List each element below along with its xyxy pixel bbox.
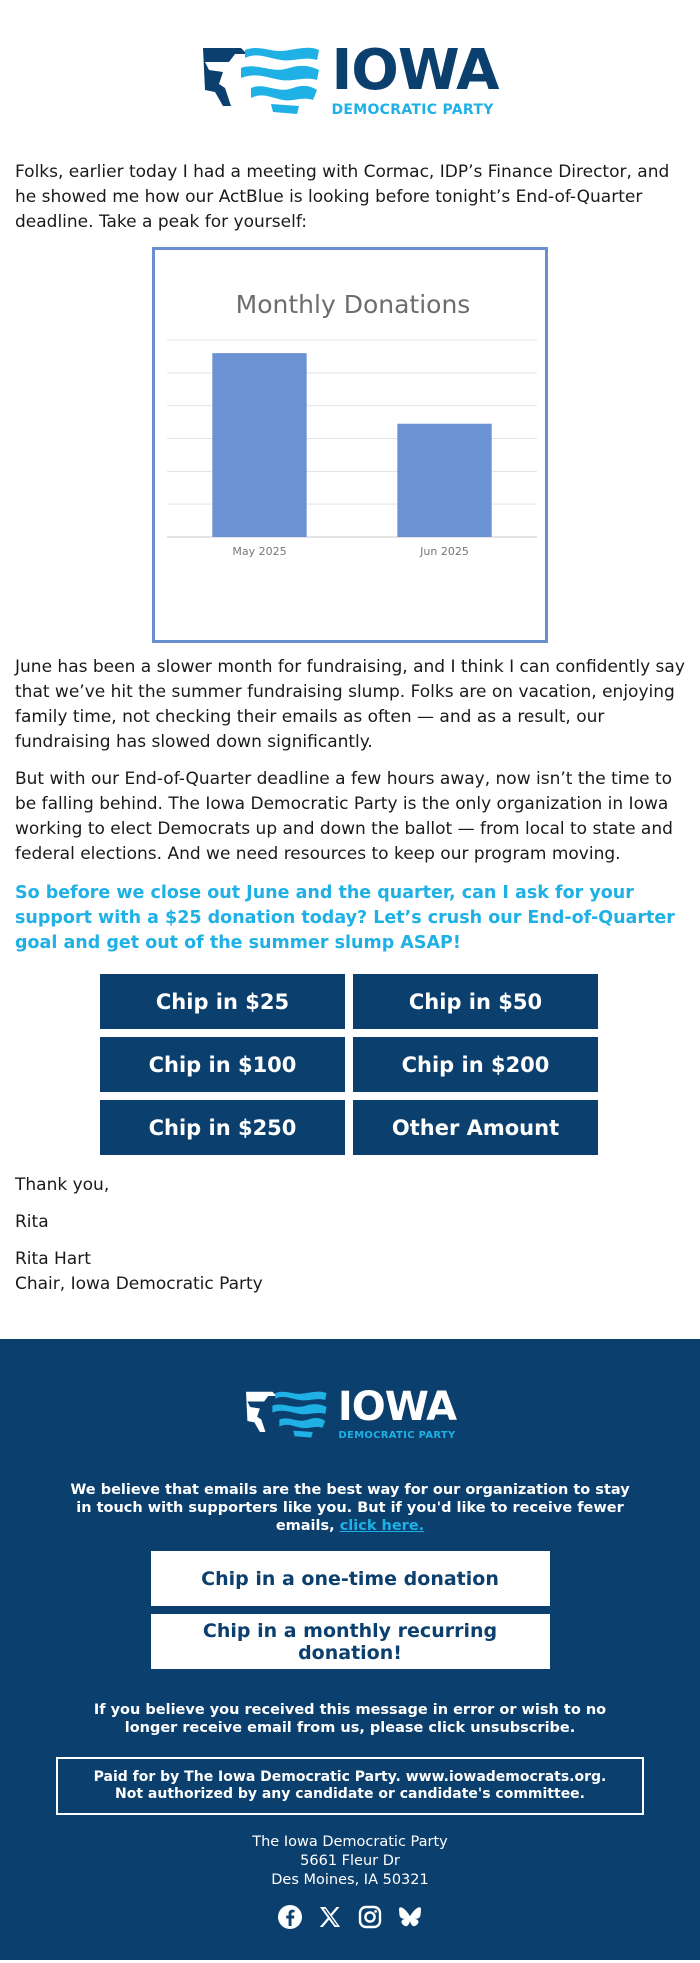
chip-in-250-button[interactable]: Chip in $250 <box>100 1100 345 1155</box>
signature-title: Chair, Iowa Democratic Party <box>15 1274 263 1294</box>
footer-logo[interactable] <box>0 1384 700 1441</box>
chart-title: Monthly Donations <box>235 290 471 319</box>
footer-logo-wordmark: IOWA <box>337 1384 457 1430</box>
logo-subtitle: DEMOCRATIC PARTY <box>331 102 494 118</box>
footer <box>0 1339 700 1960</box>
one-time-donation-button[interactable]: Chip in a one-time donation <box>151 1551 550 1606</box>
facebook-icon[interactable] <box>277 1904 303 1930</box>
fewer-emails-link[interactable]: click here. <box>339 1518 425 1534</box>
bluesky-icon[interactable] <box>397 1904 423 1930</box>
org-street: 5661 Fleur Dr <box>300 1853 400 1869</box>
paid-for-disclaimer: Paid for by The Iowa Democratic Party. www.iowademocrats.org. Not authorized by any candidate or candidate's committee. <box>56 1757 644 1815</box>
chip-in-200-button[interactable]: Chip in $200 <box>353 1037 598 1092</box>
email-frequency-text: We believe that emails are the best way for our organization to stay in touch with supporters like you. But if you'd like to receive fewer emails, <box>70 1482 630 1534</box>
monthly-donation-button[interactable]: Chip in a monthly recurring donation! <box>151 1614 550 1669</box>
chart-bar-may-2025 <box>212 353 306 537</box>
logo-wordmark: IOWA <box>331 38 499 103</box>
chart-bar-jun-2025 <box>397 424 491 537</box>
org-city: Des Moines, IA 50321 <box>271 1872 429 1888</box>
chip-in-buttons <box>100 974 600 1155</box>
iowa-state-flag-icon <box>244 1389 330 1439</box>
slump-paragraph: June has been a slower month for fundraising, and I think I can confidently say that we’ve hit the summer fundraising slump. Folks are on vacation, enjoying family time, not checking their emails as often — and as a result, our fundraising has slowed down significantly. <box>15 657 685 752</box>
chart-x-tick-label: May 2025 <box>232 545 287 558</box>
chip-in-50-button[interactable]: Chip in $50 <box>353 974 598 1029</box>
header-logo[interactable] <box>0 0 700 160</box>
social-links <box>0 1904 700 1930</box>
donations-chart-svg <box>155 250 545 640</box>
chip-in-100-button[interactable]: Chip in $100 <box>100 1037 345 1092</box>
thank-you: Thank you, <box>15 1175 110 1195</box>
instagram-icon[interactable] <box>357 1904 383 1930</box>
email-frequency-notice <box>70 1481 630 1535</box>
unsubscribe-notice[interactable]: If you believe you received this message in error or wish to no longer receive email from us, please click unsubscribe. <box>93 1702 607 1736</box>
intro-paragraph: Folks, earlier today I had a meeting with Cormac, IDP’s Finance Director, and he showed me how our ActBlue is looking before tonight’s End-of-Quarter deadline. Take a peak for yourself: <box>15 162 670 232</box>
iowa-state-flag-icon <box>201 44 323 116</box>
signoff: Rita <box>15 1212 49 1232</box>
footer-logo-subtitle: DEMOCRATIC PARTY <box>338 1430 456 1441</box>
donations-chart <box>152 247 548 643</box>
donation-ask: So before we close out June and the quarter, can I ask for your support with a $25 donation today? Let’s crush our End-of-Quarter goal and get out of the summer slump ASAP! <box>15 883 675 953</box>
org-name: The Iowa Democratic Party <box>252 1834 448 1850</box>
other-amount-button[interactable]: Other Amount <box>353 1100 598 1155</box>
chip-in-25-button[interactable]: Chip in $25 <box>100 974 345 1029</box>
x-icon[interactable] <box>317 1904 343 1930</box>
deadline-paragraph: But with our End-of-Quarter deadline a few hours away, now isn’t the time to be falling behind. The Iowa Democratic Party is the only organization in Iowa working to elect Democrats up and down the ballot — from local to state and federal elections. And we need resources to keep our program moving. <box>15 769 673 864</box>
email-body <box>0 160 700 1297</box>
iowa-democrats-logo <box>201 38 499 118</box>
chart-x-tick-label: Jun 2025 <box>420 545 469 558</box>
signature-name: Rita Hart <box>15 1249 91 1269</box>
